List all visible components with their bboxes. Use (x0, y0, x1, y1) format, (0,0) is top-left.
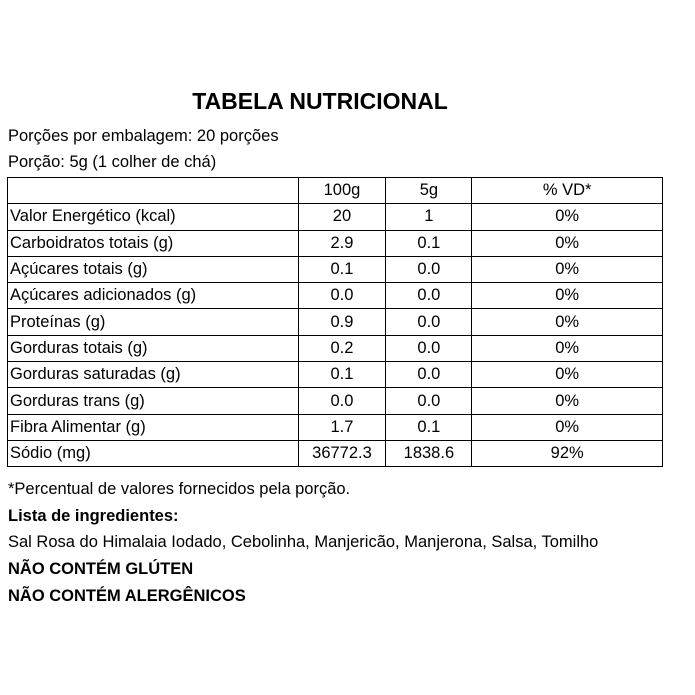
value-5g-cell: 0.0 (386, 256, 472, 282)
value-5g-cell: 1 (386, 204, 472, 230)
daily-value-cell: 0% (472, 230, 663, 256)
value-100g-cell: 0.1 (298, 256, 386, 282)
allergen-notice: NÃO CONTÉM ALERGÊNICOS (8, 587, 246, 605)
value-5g-cell: 0.0 (386, 335, 472, 361)
nutrient-name-cell: Gorduras trans (g) (8, 388, 299, 414)
daily-value-cell: 0% (472, 362, 663, 388)
value-5g-cell: 1838.6 (386, 440, 472, 466)
daily-value-cell: 0% (472, 283, 663, 309)
nutrient-name-cell: Fibra Alimentar (g) (8, 414, 299, 440)
nutrient-name-cell: Proteínas (g) (8, 309, 299, 335)
value-5g-cell: 0.0 (386, 309, 472, 335)
table-row (8, 440, 663, 466)
nutrient-name-cell: Valor Energético (kcal) (8, 204, 299, 230)
table-row (8, 309, 663, 335)
daily-value-cell: 0% (472, 309, 663, 335)
value-100g-cell: 2.9 (298, 230, 386, 256)
nutrient-name-cell: Sódio (mg) (8, 440, 299, 466)
daily-value-cell: 0% (472, 204, 663, 230)
value-100g-cell: 0.2 (298, 335, 386, 361)
header-cell-vd: % VD* (472, 178, 663, 204)
gluten-notice: NÃO CONTÉM GLÚTEN (8, 560, 194, 578)
table-row (8, 256, 663, 282)
page-title: TABELA NUTRICIONAL (192, 88, 448, 114)
value-100g-cell: 0.1 (298, 362, 386, 388)
value-100g-cell: 0.0 (298, 283, 386, 309)
value-100g-cell: 36772.3 (298, 440, 386, 466)
table-row (8, 283, 663, 309)
table-row (8, 388, 663, 414)
daily-value-cell: 0% (472, 335, 663, 361)
serving-size: Porção: 5g (1 colher de chá) (8, 153, 217, 171)
daily-value-cell: 0% (472, 414, 663, 440)
value-5g-cell: 0.1 (386, 414, 472, 440)
value-5g-cell: 0.0 (386, 283, 472, 309)
daily-value-cell: 92% (472, 440, 663, 466)
value-100g-cell: 0.9 (298, 309, 386, 335)
nutrition-table (7, 177, 663, 467)
nutrient-name-cell: Gorduras saturadas (g) (8, 362, 299, 388)
ingredients-list: Sal Rosa do Himalaia Iodado, Cebolinha, Manjericão, Manjerona, Salsa, Tomilho (8, 533, 599, 551)
value-100g-cell: 0.0 (298, 388, 386, 414)
table-row (8, 362, 663, 388)
header-cell-100g: 100g (298, 178, 386, 204)
value-100g-cell: 1.7 (298, 414, 386, 440)
value-5g-cell: 0.0 (386, 388, 472, 414)
nutrient-name-cell: Carboidratos totais (g) (8, 230, 299, 256)
nutrient-name-cell: Açúcares totais (g) (8, 256, 299, 282)
daily-value-cell: 0% (472, 388, 663, 414)
footnote: *Percentual de valores fornecidos pela porção. (8, 480, 351, 498)
table-row (8, 204, 663, 230)
header-cell-nutrient (8, 178, 299, 204)
table-header-row (8, 178, 663, 204)
ingredients-heading: Lista de ingredientes: (8, 507, 179, 525)
daily-value-cell: 0% (472, 256, 663, 282)
table-row (8, 335, 663, 361)
table-row (8, 414, 663, 440)
value-5g-cell: 0.1 (386, 230, 472, 256)
nutrient-name-cell: Açúcares adicionados (g) (8, 283, 299, 309)
value-5g-cell: 0.0 (386, 362, 472, 388)
table-row (8, 230, 663, 256)
value-100g-cell: 20 (298, 204, 386, 230)
servings-per-package: Porções por embalagem: 20 porções (8, 127, 279, 145)
nutrient-name-cell: Gorduras totais (g) (8, 335, 299, 361)
header-cell-5g: 5g (386, 178, 472, 204)
